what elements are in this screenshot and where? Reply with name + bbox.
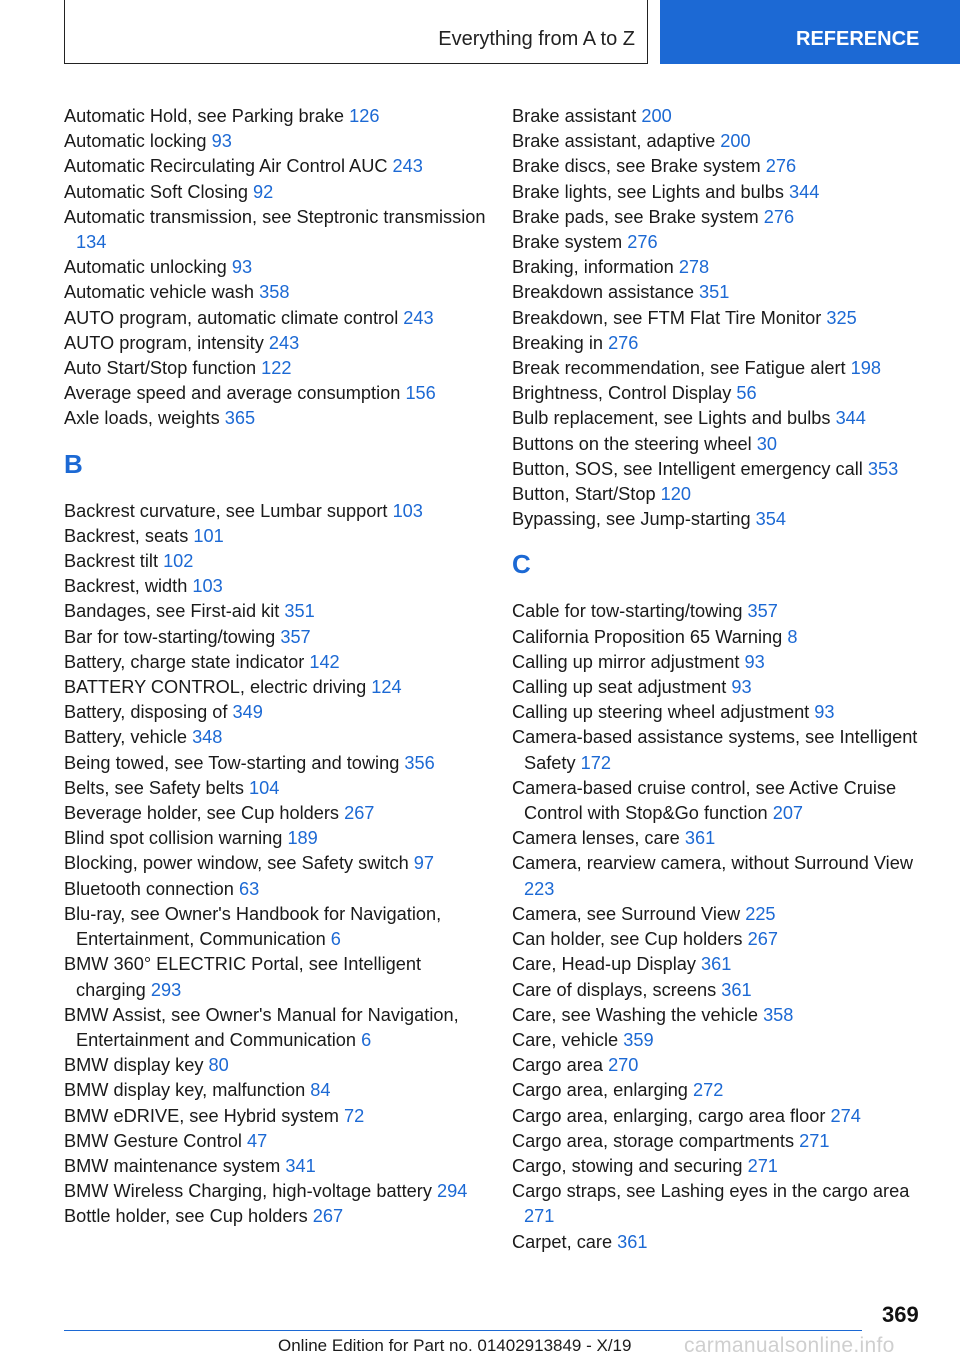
page-reference-link[interactable]: 189 (287, 828, 318, 849)
index-entry (512, 507, 942, 532)
page-reference-link[interactable]: 172 (580, 752, 611, 773)
index-entry (64, 625, 494, 650)
page-reference-link[interactable]: 30 (756, 433, 777, 454)
index-entry (512, 826, 942, 851)
index-entry (64, 356, 494, 381)
index-entry-text: BMW 360° ELECTRIC Portal, see Intelligent charging (64, 954, 422, 1000)
watermark: carmanualsonline.info (684, 1334, 895, 1357)
index-entry (512, 482, 942, 507)
page-reference-link[interactable]: 101 (193, 525, 224, 546)
page-reference-link[interactable]: 142 (309, 651, 340, 672)
index-entry-text: Care of displays, screens (512, 979, 717, 1000)
index-entry-text: Backrest curvature, see Lumbar support (64, 500, 388, 521)
index-entry (512, 978, 942, 1003)
index-entry (512, 180, 942, 205)
page-reference-link[interactable]: 225 (745, 903, 776, 924)
index-entry-text: BMW Wireless Charging, high-voltage battery (64, 1181, 432, 1202)
index-entry-text: Cargo area, enlarging (512, 1080, 688, 1101)
page-reference-link[interactable]: 293 (150, 979, 182, 1000)
index-entry-text: Button, SOS, see Intelligent emergency call (512, 458, 863, 479)
index-entry-text: BATTERY CONTROL, electric driving (64, 677, 367, 698)
index-entry (64, 306, 494, 331)
index-entry-text: California Proposition 65 Warning (512, 626, 783, 647)
index-entry-text: Cargo straps, see Lashing eyes in the cargo area (512, 1181, 910, 1202)
index-entry-text: Calling up mirror adjustment (512, 651, 740, 672)
index-entry-text: Automatic Soft Closing (64, 181, 248, 202)
page-reference-link[interactable]: 276 (763, 206, 795, 227)
page-reference-link[interactable]: 276 (765, 156, 797, 177)
index-entry (512, 952, 942, 977)
index-entry-text: Axle loads, weights (64, 408, 220, 429)
page-reference-link[interactable]: 92 (253, 181, 274, 202)
page-reference-link[interactable]: 356 (404, 752, 435, 773)
index-entry-text: Beverage holder, see Cup holders (64, 803, 340, 824)
index-entry-text: Camera-based assistance systems, see Intelligent Safety (512, 727, 918, 773)
index-entry-text: Bottle holder, see Cup holders (64, 1206, 308, 1227)
page-reference-link[interactable]: 351 (284, 601, 315, 622)
page-reference-link[interactable]: 103 (192, 576, 223, 597)
index-entry (64, 902, 494, 952)
index-entry (64, 1204, 494, 1229)
index-entry (64, 801, 494, 826)
index-entry (512, 1129, 942, 1154)
page-reference-link[interactable]: 357 (280, 626, 311, 647)
page-number: 369 (882, 1302, 919, 1327)
index-entry-text: Camera, see Surround View (512, 903, 741, 924)
page-reference-link[interactable]: 93 (744, 651, 765, 672)
index-entry (512, 356, 942, 381)
page-reference-link[interactable]: 361 (617, 1231, 648, 1252)
page-reference-link[interactable]: 344 (789, 181, 820, 202)
page-reference-link[interactable]: 134 (76, 232, 107, 253)
index-entry-text: BMW display key (64, 1055, 204, 1076)
page-reference-link[interactable]: 361 (721, 979, 752, 1000)
page-reference-link[interactable]: 276 (627, 232, 658, 253)
index-entry-text: Belts, see Safety belts (64, 777, 244, 798)
index-entry (512, 230, 942, 255)
page-reference-link[interactable]: 267 (747, 929, 778, 950)
page-reference-link[interactable]: 361 (701, 954, 732, 975)
index-entry-text: Cargo area (512, 1055, 603, 1076)
index-entry-text: Brake discs, see Brake system (512, 156, 761, 177)
page-reference-link[interactable]: 207 (772, 803, 804, 824)
index-entry (64, 406, 494, 431)
page-reference-link[interactable]: 124 (371, 677, 402, 698)
page-reference-link[interactable]: 126 (349, 106, 380, 126)
index-entry-text: Brake assistant, adaptive (512, 131, 716, 152)
index-entry (512, 104, 942, 129)
index-entry-text: BMW Gesture Control (64, 1130, 242, 1151)
page-reference-link[interactable]: 348 (192, 727, 223, 748)
page-reference-link[interactable]: 267 (344, 803, 375, 824)
index-entry (64, 877, 494, 902)
index-entry (64, 700, 494, 725)
index-entry (512, 1003, 942, 1028)
index-entry-text: Cable for tow-starting/towing (512, 601, 743, 622)
index-entry (512, 1104, 942, 1129)
page-reference-link[interactable]: 271 (747, 1155, 778, 1176)
index-entry-text: Brake assistant (512, 106, 637, 126)
page-reference-link[interactable]: 243 (392, 156, 423, 177)
index-entry-text: Buttons on the steering wheel (512, 433, 752, 454)
index-entry-text: Automatic Hold, see Parking brake (64, 106, 345, 126)
index-entry-text: AUTO program, intensity (64, 332, 264, 353)
page-reference-link[interactable]: 56 (736, 383, 757, 404)
index-entry (512, 776, 942, 826)
page-reference-link[interactable]: 276 (608, 332, 639, 353)
section-title: Everything from A to Z (438, 28, 635, 50)
page-reference-link[interactable]: 120 (660, 484, 691, 505)
header-frame (64, 0, 648, 64)
index-entry-text: Battery, vehicle (64, 727, 187, 748)
index-entry (64, 381, 494, 406)
index-entry (512, 154, 942, 179)
index-entry (512, 280, 942, 305)
page-reference-link[interactable]: 325 (826, 307, 857, 328)
page-reference-link[interactable]: 93 (731, 677, 752, 698)
index-entry (64, 549, 494, 574)
page-reference-link[interactable]: 6 (330, 929, 341, 950)
index-entry-text: Cargo, stowing and securing (512, 1155, 743, 1176)
index-column-right (512, 104, 942, 1255)
index-entry (512, 1028, 942, 1053)
index-entry-text: Bluetooth connection (64, 878, 234, 899)
index-entry (512, 1179, 942, 1229)
page-reference-link[interactable]: 200 (720, 131, 751, 152)
index-entry (64, 1003, 494, 1053)
index-entry-text: Button, Start/Stop (512, 484, 656, 505)
index-entry (512, 1053, 942, 1078)
index-entry-text: Automatic transmission, see Steptronic transmission (64, 206, 486, 227)
index-entry (64, 1104, 494, 1129)
index-entry (512, 927, 942, 952)
index-entry-text: Camera lenses, care (512, 828, 680, 849)
page-reference-link[interactable]: 271 (524, 1206, 555, 1227)
page-reference-link[interactable]: 272 (693, 1080, 724, 1101)
index-entry (64, 180, 494, 205)
index-entry-text: Cargo area, enlarging, cargo area floor (512, 1105, 826, 1126)
index-entry-text: Battery, disposing of (64, 702, 228, 723)
index-entry (512, 1078, 942, 1103)
index-entry-text: Auto Start/Stop function (64, 358, 257, 379)
index-entry-text: Brake system (512, 232, 623, 253)
page-reference-link[interactable]: 274 (830, 1105, 861, 1126)
index-entry (512, 851, 942, 901)
page-reference-link[interactable]: 93 (814, 702, 835, 723)
index-entry (512, 599, 942, 624)
page-reference-link[interactable]: 63 (238, 878, 260, 899)
index-entry (64, 1154, 494, 1179)
index-entry (64, 952, 494, 1002)
index-entry-text: Automatic vehicle wash (64, 282, 255, 303)
index-entry (512, 902, 942, 927)
index-entry-text: Care, vehicle (512, 1029, 619, 1050)
page-reference-link[interactable]: 351 (699, 282, 730, 303)
index-entry (64, 524, 494, 549)
page-reference-link[interactable]: 47 (246, 1130, 268, 1151)
page-reference-link[interactable]: 104 (249, 777, 280, 798)
index-entry-text: Blu-ray, see Owner's Handbook for Navigation, Entertainment, Communication (64, 903, 442, 950)
index-entry (512, 381, 942, 406)
index-entry-text: Brake pads, see Brake system (512, 206, 759, 227)
index-entry (64, 280, 494, 305)
index-entry (64, 650, 494, 675)
index-entry-text: Care, see Washing the vehicle (512, 1004, 758, 1025)
index-entry-text: Bandages, see First-aid kit (64, 601, 280, 622)
index-entry-text: Backrest, width (64, 576, 188, 597)
page-reference-link[interactable]: 294 (437, 1181, 468, 1202)
page-reference-link[interactable]: 6 (361, 1029, 372, 1050)
index-entry (512, 331, 942, 356)
page-reference-link[interactable]: 353 (867, 458, 899, 479)
index-entry (512, 255, 942, 280)
page-reference-link[interactable]: 93 (231, 257, 253, 278)
index-entry-text: BMW maintenance system (64, 1155, 281, 1176)
page-reference-link[interactable]: 349 (232, 702, 263, 723)
index-entry (512, 432, 942, 457)
index-entry-text: Automatic Recirculating Air Control AUC (64, 156, 388, 177)
page-reference-link[interactable]: 102 (163, 551, 194, 572)
index-entry (64, 826, 494, 851)
index-entry-text: Brake lights, see Lights and bulbs (512, 181, 784, 202)
page-reference-link[interactable]: 358 (259, 282, 290, 303)
page-reference-link[interactable]: 267 (312, 1206, 344, 1227)
page-reference-link[interactable]: 103 (392, 500, 423, 521)
page-reference-link[interactable]: 243 (268, 332, 300, 353)
index-entry-text: Care, Head-up Display (512, 954, 696, 975)
page-reference-link[interactable]: 200 (641, 106, 672, 126)
index-entry (64, 331, 494, 356)
index-entry-text: BMW display key, malfunction (64, 1080, 306, 1101)
index-entry (64, 851, 494, 876)
footer-divider (64, 1330, 862, 1331)
index-entry-text: Braking, information (512, 257, 674, 278)
index-entry (64, 675, 494, 700)
page-reference-link[interactable]: 358 (763, 1004, 794, 1025)
footer-edition: Online Edition for Part no. 01402913849 - X/19 (278, 1336, 632, 1355)
index-letter-heading: B (64, 448, 83, 479)
index-entry (64, 725, 494, 750)
index-entry-text: BMW Assist, see Owner's Manual for Navigation, Entertainment and Communication (64, 1004, 459, 1050)
page-reference-link[interactable]: 278 (678, 257, 710, 278)
page-reference-link[interactable]: 156 (405, 383, 436, 404)
index-entry-text: Calling up steering wheel adjustment (512, 702, 810, 723)
index-entry-text: Average speed and average consumption (64, 383, 401, 404)
index-entry-text: Breakdown assistance (512, 282, 694, 303)
index-entry (64, 1078, 494, 1103)
index-entry-text: Blind spot collision warning (64, 828, 283, 849)
page-reference-link[interactable]: 344 (835, 408, 866, 429)
page-reference-link[interactable]: 243 (403, 307, 434, 328)
reference-tab[interactable]: REFERENCE (660, 0, 960, 64)
index-entry (64, 1053, 494, 1078)
page-reference-link[interactable]: 97 (413, 853, 435, 874)
index-entry-text: BMW eDRIVE, see Hybrid system (64, 1105, 339, 1126)
index-entry-text: Bypassing, see Jump-starting (512, 509, 751, 530)
page-reference-link[interactable]: 8 (787, 626, 798, 647)
index-entry (512, 457, 942, 482)
index-entry-text: Break recommendation, see Fatigue alert (512, 358, 846, 379)
page-reference-link[interactable]: 223 (524, 878, 555, 899)
index-entry (64, 1129, 494, 1154)
index-column-left (64, 104, 494, 1230)
page-reference-link[interactable]: 270 (608, 1055, 639, 1076)
page-reference-link[interactable]: 357 (747, 601, 778, 622)
index-entry-text: Automatic locking (64, 131, 207, 152)
index-entry (512, 650, 942, 675)
page-reference-link[interactable]: 341 (285, 1155, 316, 1176)
index-letter-heading: C (512, 549, 531, 580)
index-entry-text: Brightness, Control Display (512, 383, 732, 404)
page-reference-link[interactable]: 361 (684, 828, 716, 849)
index-entry-text: Automatic unlocking (64, 257, 227, 278)
index-entry (64, 599, 494, 624)
page-reference-link[interactable]: 80 (208, 1055, 229, 1076)
index-entry-text: Bulb replacement, see Lights and bulbs (512, 408, 831, 429)
index-entry (512, 129, 942, 154)
index-entry-text: Breaking in (512, 332, 603, 353)
index-entry (64, 776, 494, 801)
index-entry-text: Can holder, see Cup holders (512, 929, 743, 950)
index-entry-text: Calling up seat adjustment (512, 677, 727, 698)
index-entry-text: Camera-based cruise control, see Active Cruise Control with Stop&Go function (512, 777, 897, 824)
index-entry-text: Bar for tow-starting/towing (64, 626, 276, 647)
index-entry-text: Backrest tilt (64, 551, 158, 572)
index-entry (64, 205, 494, 255)
index-entry (64, 104, 494, 129)
index-entry (512, 700, 942, 725)
page-reference-link[interactable]: 93 (211, 131, 232, 152)
page-reference-link[interactable]: 72 (343, 1105, 365, 1126)
page-reference-link[interactable]: 365 (224, 408, 256, 429)
index-entry-text: Carpet, care (512, 1231, 613, 1252)
index-entry-text: Blocking, power window, see Safety switch (64, 853, 409, 874)
index-entry-text: Cargo area, storage compartments (512, 1130, 795, 1151)
index-entry (512, 675, 942, 700)
index-entry (64, 499, 494, 524)
page-reference-link[interactable]: 122 (261, 358, 292, 379)
index-entry (64, 1179, 494, 1204)
index-entry (512, 205, 942, 230)
index-entry (512, 1230, 942, 1255)
page-reference-link[interactable]: 84 (310, 1080, 331, 1101)
page-reference-link[interactable]: 198 (850, 358, 882, 379)
index-entry (512, 406, 942, 431)
index-entry-text: Being towed, see Tow-starting and towing (64, 752, 400, 773)
index-entry (64, 574, 494, 599)
index-entry-text: Backrest, seats (64, 525, 189, 546)
page-reference-link[interactable]: 354 (755, 509, 786, 530)
index-entry-text: Breakdown, see FTM Flat Tire Monitor (512, 307, 822, 328)
index-entry (512, 625, 942, 650)
index-entry (64, 751, 494, 776)
index-entry-text: Camera, rearview camera, without Surround View (512, 853, 913, 874)
index-entry-text: AUTO program, automatic climate control (64, 307, 399, 328)
index-entry (64, 154, 494, 179)
page-reference-link[interactable]: 271 (799, 1130, 830, 1151)
page-reference-link[interactable]: 359 (623, 1029, 654, 1050)
index-entry-text: Battery, charge state indicator (64, 651, 305, 672)
index-entry (512, 725, 942, 775)
index-entry (64, 129, 494, 154)
index-entry (512, 306, 942, 331)
index-entry (512, 1154, 942, 1179)
index-entry (64, 255, 494, 280)
